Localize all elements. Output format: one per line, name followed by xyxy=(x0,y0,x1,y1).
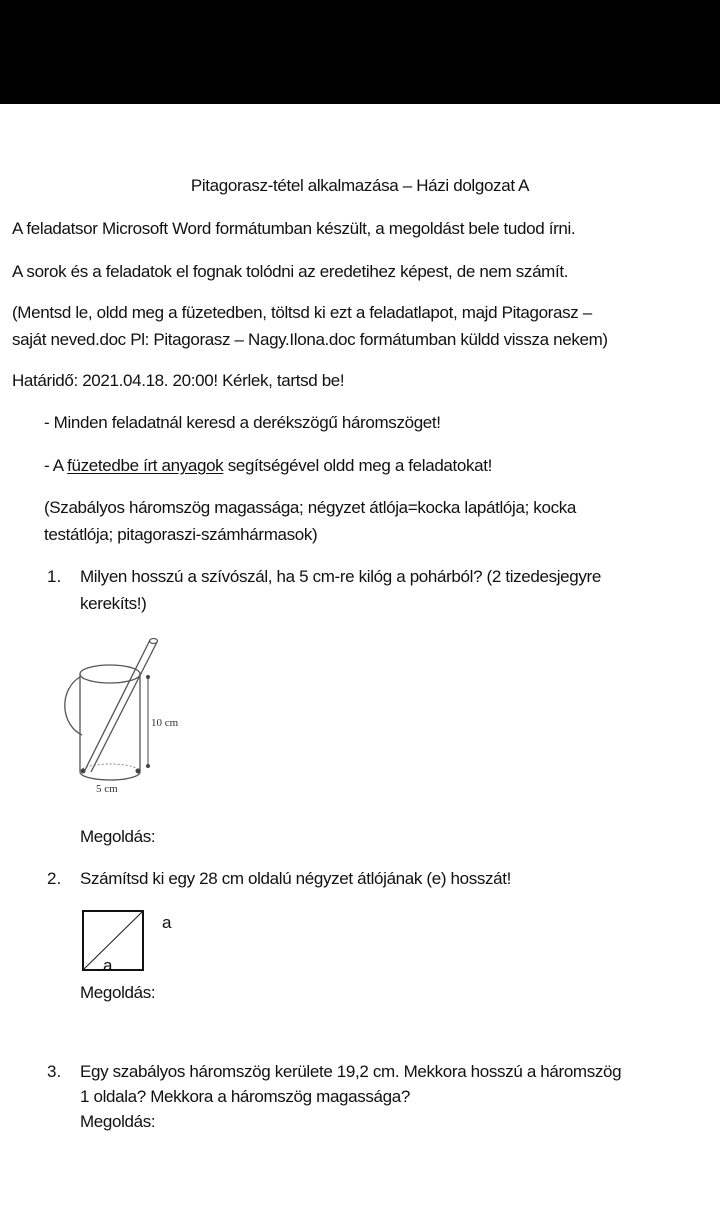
task-3-number: 3. xyxy=(47,1062,62,1081)
task-3-line-1: Egy szabályos háromszög kerülete 19,2 cm. Mekkora hosszú a háromszög xyxy=(80,1062,622,1081)
hint-2 xyxy=(44,455,492,477)
task-2-line-1: Számítsd ki egy 28 cm oldalú négyzet átlójának (e) hosszát! xyxy=(80,869,512,888)
intro-line-2: A sorok és a feladatok el fognak tolódni az eredetihez képest, de nem számít. xyxy=(12,262,569,281)
hint-2-suffix: segítségével oldd meg a feladatokat! xyxy=(223,456,493,475)
hint-1: - Minden feladatnál keresd a derékszögű háromszöget! xyxy=(44,413,441,432)
notebook-materials-link: füzetedbe írt anyagok xyxy=(67,456,224,475)
task-1-line-1: Milyen hosszú a szívószál, ha 5 cm-re kilóg a pohárból? (2 tizedesjegyre xyxy=(80,567,601,586)
intro-line-1: A feladatsor Microsoft Word formátumban készült, a megoldást bele tudod írni. xyxy=(12,219,576,238)
topics-line-2: testátlója; pitagoraszi-számhármasok) xyxy=(44,525,318,544)
task-1-number: 1. xyxy=(47,567,62,586)
task-3-line-2: 1 oldala? Mekkora a háromszög magassága? xyxy=(80,1087,410,1106)
width-label: 5 cm xyxy=(96,783,118,795)
square-side-label-bottom: a xyxy=(103,956,113,975)
hint-2-prefix: - A xyxy=(44,456,68,475)
square-diagonal-figure xyxy=(60,895,260,995)
straw-edge-2 xyxy=(91,642,157,772)
task-2-solution-label: Megoldás: xyxy=(80,983,156,1002)
top-black-bar xyxy=(0,0,720,104)
task-3-solution-label: Megoldás: xyxy=(80,1112,156,1131)
height-label: 10 cm xyxy=(151,717,179,729)
document-title: Pitagorasz-tétel alkalmazása – Házi dolgozat A xyxy=(190,176,530,195)
deadline: Határidő: 2021.04.18. 20:00! Kérlek, tartsd be! xyxy=(12,371,345,390)
save-instruction-line-2: saját neved.doc Pl: Pitagorasz – Nagy.Ilona.doc formátumban küldd vissza nekem) xyxy=(12,330,608,349)
glass-bottom-front xyxy=(80,772,140,780)
diagonal xyxy=(83,911,143,970)
task-1-line-2: kerekíts!) xyxy=(80,594,147,613)
task-1-solution-label: Megoldás: xyxy=(80,827,156,846)
save-instruction-line-1: (Mentsd le, oldd meg a füzetedben, töltsd ki ezt a feladatlapot, majd Pitagorasz – xyxy=(12,303,592,322)
task-2-number: 2. xyxy=(47,869,62,888)
glass-bottom-back xyxy=(80,764,140,772)
square-side-label-right: a xyxy=(162,913,172,932)
topics-line-1: (Szabályos háromszög magassága; négyzet átlója=kocka lapátlója; kocka xyxy=(44,498,576,517)
straw-tip xyxy=(150,639,158,644)
glass-top-rim xyxy=(80,665,140,683)
glass-straw-figure xyxy=(40,630,220,800)
